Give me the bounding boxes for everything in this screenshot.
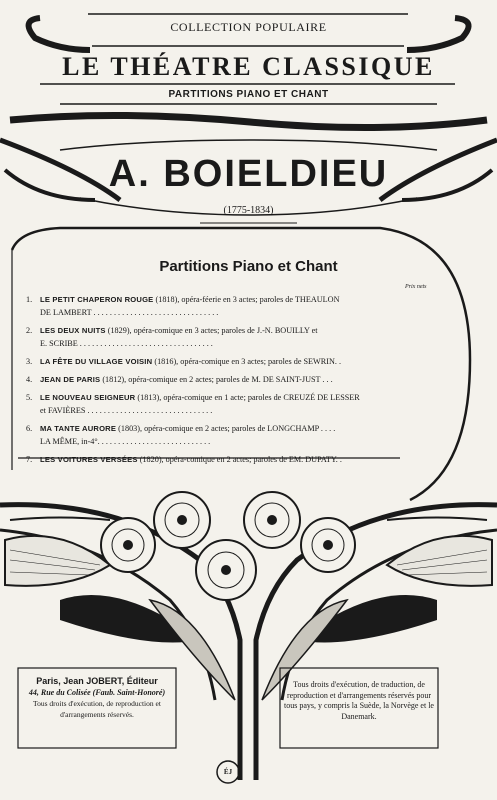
publisher-box [22,676,172,720]
collection-label: COLLECTION POPULAIRE [170,20,327,34]
publisher-address: 44, Rue du Colisée (Faub. Saint-Honoré) [28,688,166,697]
work-title: LE NOUVEAU SEIGNEUR [40,393,136,402]
list-item[interactable]: 1. LE PETIT CHAPERON ROUGE (1818), opéra-féerie en 3 actes; paroles de THEAULON DE LAMBERT . . . . . . . . . . . . . . . . . . . . . . . . . . . . . . . [26,295,340,317]
publisher-rights: Tous droits d'exécution, de reproduction et d'arrangements réservés. [33,699,161,719]
page-subtitle: PARTITIONS PIANO ET CHANT [168,89,329,100]
publisher-name: Paris, Jean JOBERT, Éditeur [36,676,158,686]
work-title: LA FÊTE DU VILLAGE VOISIN [40,357,153,366]
works-list [26,293,406,471]
work-title: LES VOITURES VERSÉES [40,455,138,464]
composer-name: A. BOIELDIEU [108,153,389,195]
composer-dates: (1775-1834) [223,205,274,216]
work-title: JEAN DE PARIS [40,375,101,384]
list-item[interactable]: 3. LA FÊTE DU VILLAGE VOISIN (1816), opéra-comique en 3 actes; paroles de SEWRIN. . [26,357,342,366]
work-title: LE PETIT CHAPERON ROUGE [40,295,154,304]
list-item[interactable]: 5. LE NOUVEAU SEIGNEUR (1813), opéra-comique en 1 acte; paroles de CREUZÉ DE LESSER et FAVIÈRES . . . . . . . . . . . . . . . . . . . . . . . . . . . . . . . [26,393,360,415]
work-title: LES DEUX NUITS [40,326,106,335]
list-item[interactable]: 4. JEAN DE PARIS (1812), opéra-comique en 2 actes; paroles de M. DE SAINT-JUST . . . [26,375,333,384]
price-label: Prix nets [405,284,427,290]
list-item[interactable]: 7. LES VOITURES VERSÉES (1820), opéra-comique en 2 actes; paroles de EM. DUPATY. . [26,455,342,464]
work-title: MA TANTE AURORE [40,424,117,433]
publisher-monogram: ÉJ [223,768,233,776]
section-title: Partitions Piano et Chant [159,258,338,275]
list-item[interactable]: 6. MA TANTE AURORE (1803), opéra-comique en 2 actes; paroles de LONGCHAMP . . . . LA MÊME, in-4°. . . . . . . . . . . . . . . . . . . . . . . . . . . . [26,424,336,446]
list-item[interactable]: 2. LES DEUX NUITS (1829), opéra-comique en 3 actes; paroles de J.-N. BOUILLY et E. SCRIBE . . . . . . . . . . . . . . . . . . . . . . . . . . . . . . . . . [26,326,318,348]
rights-notice: Tous droits d'exécution, de traduction, de reproduction et d'arrangements réservés pour tous pays, y compris la Suède, la Norvège et le Danemark. [284,680,434,721]
page-title: LE THÉATRE CLASSIQUE [62,52,435,81]
